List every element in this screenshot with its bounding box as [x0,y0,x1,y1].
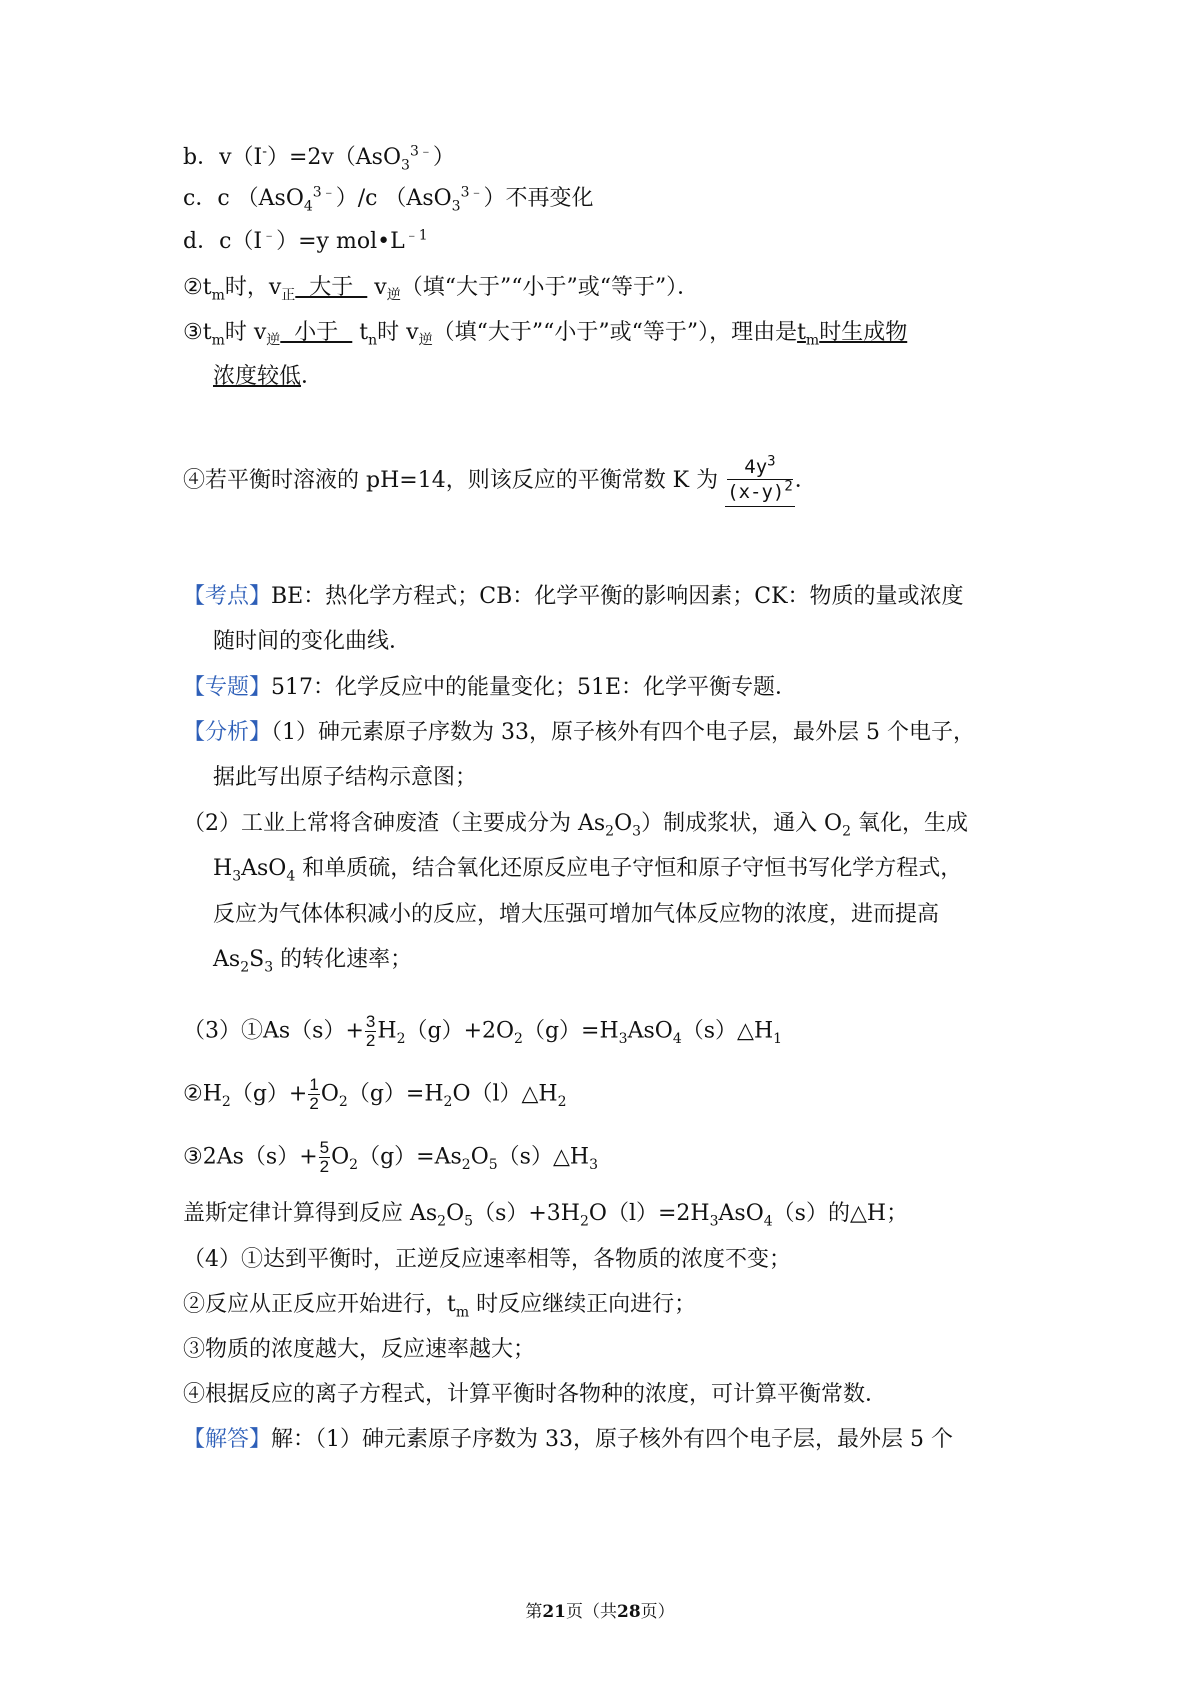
total-pages: 28 [617,1602,641,1622]
zhuanti-tag: 【专题】 [183,675,272,700]
fenxi-line: ④根据反应的离子方程式，计算平衡时各物种的浓度，可计算平衡常数． [183,1382,888,1407]
question-4: ④若平衡时溶液的 pH=14，则该反应的平衡常数 K 为 $\frac{4y^3}{(x-y)^2}$ ． [183,455,817,507]
fenxi-line: （2）工业上常将含砷废渣（主要成分为 $As_2O_3$）制成浆状，通入 $O_2$ 氧化，生成 [183,811,969,840]
fenxi-section: 【分析】（1）砷元素原子序数为 33，原子核外有四个电子层，最外层 5 个电子， [183,720,975,745]
question-3-cont: 浓度较低． [213,364,324,389]
fenxi-line: ③物质的浓度越大，反应速率越大； [183,1337,536,1362]
zhuanti-section: 【专题】517：化学反应中的能量变化；51E：化学平衡专题． [183,675,798,700]
page-footer: 第21页（共28页） [525,1602,675,1622]
question-2: $②t_m$时，$v_正$ 大于 $v_逆$（填“大于”“小于”或“等于”）． [183,275,700,304]
fenxi-line: $H_3AsO_4$ 和单质硫，结合氧化还原反应电子守恒和原子守恒书写化学方程式， [213,856,963,885]
fenxi-line: 反应为气体体积减小的反应，增大压强可增加气体反应物的浓度，进而提高 [213,902,940,927]
fenxi-line: （4）①达到平衡时，正逆反应速率相等，各物质的浓度不变； [183,1247,791,1272]
option-b: b．v（I-）=2v（AsO$_3^{3﹣}$） [183,143,455,174]
equation-3: ③2As（s）+ $\frac{5}{2}$ $O_2(g)=As_2O_5(s)\triangle H_3$ [183,1138,598,1176]
reason-answer: $t_m$时生成物 [797,320,908,349]
jieda-tag: 【解答】 [183,1427,272,1452]
hess-law-line: 盖斯定律计算得到反应 $As_2O_5(s)+3H_2O(l)=2H_3AsO_4(s)$的△H； [183,1201,909,1230]
fenxi-tag: 【分析】 [183,720,272,745]
kaodian-tag: 【考点】 [183,584,272,609]
fenxi-line: $As_2S_3$ 的转化速率； [213,947,413,976]
question-3: $③t_m$时 $v_逆$ 小于 $t_n$时 $v_逆$（填“大于”“小于”或“等于”），理由是$t_m$时生成物 [183,320,908,349]
equation-1: （3）①As（s）+ $\frac{3}{2}$ $H_2(g)+2O_2(g)=H_3AsO_4(s)\triangle H_1$ [183,1012,783,1050]
kaodian-section: 【考点】BE：热化学方程式；CB：化学平衡的影响因素；CK：物质的量或浓度 [183,584,964,609]
answer-blank: 小于 [280,320,353,345]
answer-blank: 大于 [295,275,368,300]
page-number: 21 [542,1602,566,1622]
kaodian-cont: 随时间的变化曲线． [213,629,412,654]
option-d: d．c（I﹣）=y $mol•L^{﹣1}$ [183,227,428,254]
equation-2: $②H_2(g)+$ $\frac{1}{2}$ $O_2(g)=H_2O(l)\triangle H_2$ [183,1075,567,1113]
equilibrium-constant-answer: $\frac{4y^3}{(x-y)^2}$ [725,455,795,507]
jieda-section: 【解答】解：（1）砷元素原子序数为 33，原子核外有四个电子层，最外层 5 个 [183,1427,953,1452]
option-c: c．c （AsO$_4^{3﹣}$）/c （AsO$_3^{3﹣}$）不再变化 [183,184,594,215]
fenxi-line: ②反应从正反应开始进行，$t_m$ 时反应继续正向进行； [183,1292,697,1321]
fenxi-line: 据此写出原子结构示意图； [213,765,478,790]
